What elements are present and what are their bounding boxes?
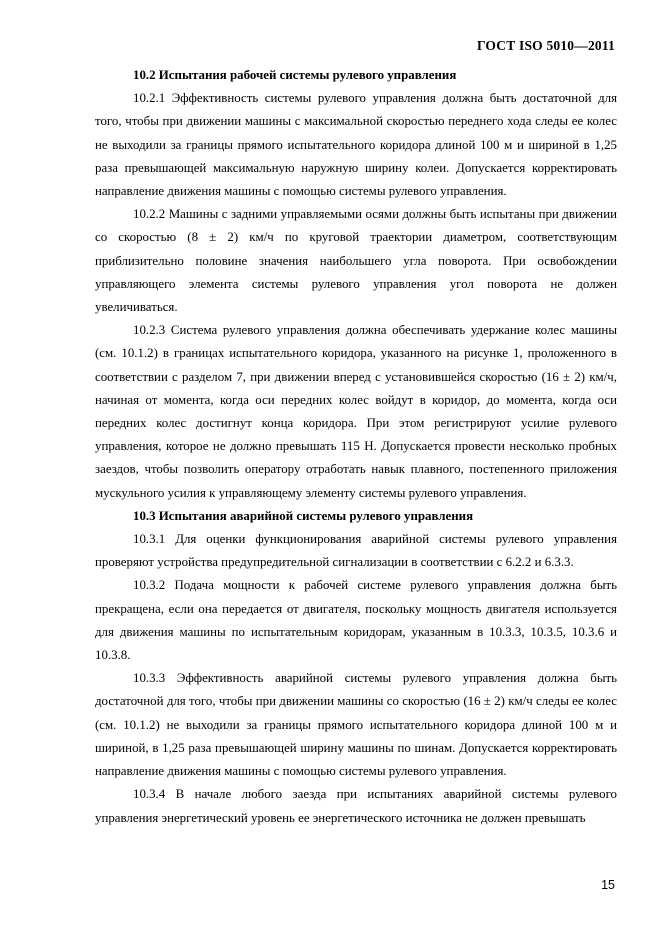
paragraph-10-2-2: 10.2.2 Машины с задними управляемыми осями должны быть испытаны при движении со скоростью (8 ± 2) км/ч по круговой траектории диаметром, соответствующим приблизительно половине значения наибольшего угла поворота. При освобождении управляющего элемента системы рулевого управления угол поворота не должен увеличиваться. xyxy=(95,207,617,315)
paragraph-10-2-3: 10.2.3 Система рулевого управления должна обеспечивать удержание колес машины (см. 10.1.2) в границах испытательного коридора, указанного на рисунке 1, проложенного в соответствии с разделом 7, при движении вперед с установившейся скоростью (16 ± 2) км/ч, начиная от момента, когда оси передних колес войдут в коридор, до момента, когда оси передних колес достигнут конца коридора. При этом регистрируют усилие рулевого управления, которое не должно превышать 115 Н. Допускается провести несколько пробных заездов, чтобы позволить оператору отработать навык плавного, постепенного приложения мускульного усилия к управляющему элементу системы рулевого управления. xyxy=(95,323,617,500)
paragraph-10-3-1: 10.3.1 Для оценки функционирования аварийной системы рулевого управления проверяют устройства предупредительной сигнализации в соответствии с 6.2.2 и 6.3.3. xyxy=(95,532,617,570)
paragraph-10-3-4: 10.3.4 В начале любого заезда при испытаниях аварийной системы рулевого управления энергетический уровень ее энергетического источника не должен превышать xyxy=(95,787,617,825)
section-heading-10-3: 10.3 Испытания аварийной системы рулевого управления xyxy=(133,508,474,523)
standard-designation: ГОСТ ISO 5010—2011 xyxy=(476,38,615,53)
paragraph-10-3-3: 10.3.3 Эффективность аварийной системы рулевого управления должна быть достаточной для того, чтобы при движении машины со скоростью (16 ± 2) км/ч следы ее колес (см. 10.1.2) не выходили за границы прямого испытательного коридора длиной 100 м и шириной, в 1,25 раза превышающей ширину машины по шинам. Допускается корректировать направление движения машины с помощью системы рулевого управления. xyxy=(95,671,617,779)
paragraph-10-3-2: 10.3.2 Подача мощности к рабочей системе рулевого управления должна быть прекращена, если она передается от двигателя, поскольку мощность двигателя используется для движения машины по испытательным коридорам, указанным в 10.3.3, 10.3.5, 10.3.6 и 10.3.8. xyxy=(95,578,617,663)
page-number: 15 xyxy=(601,878,615,892)
paragraph-10-2-1: 10.2.1 Эффективность системы рулевого управления должна быть достаточной для того, чтобы при движении машины с максимальной скоростью переднего хода следы ее колес не выходили за границы прямого испытательного коридора длиной 100 м и шириной в 1,25 раза превышающей максимальную наружную ширину колеи. Допускается корректировать направление движения машины с помощью системы рулевого управления. xyxy=(95,91,617,199)
section-heading-10-2: 10.2 Испытания рабочей системы рулевого управления xyxy=(133,68,457,82)
document-body xyxy=(95,64,617,830)
